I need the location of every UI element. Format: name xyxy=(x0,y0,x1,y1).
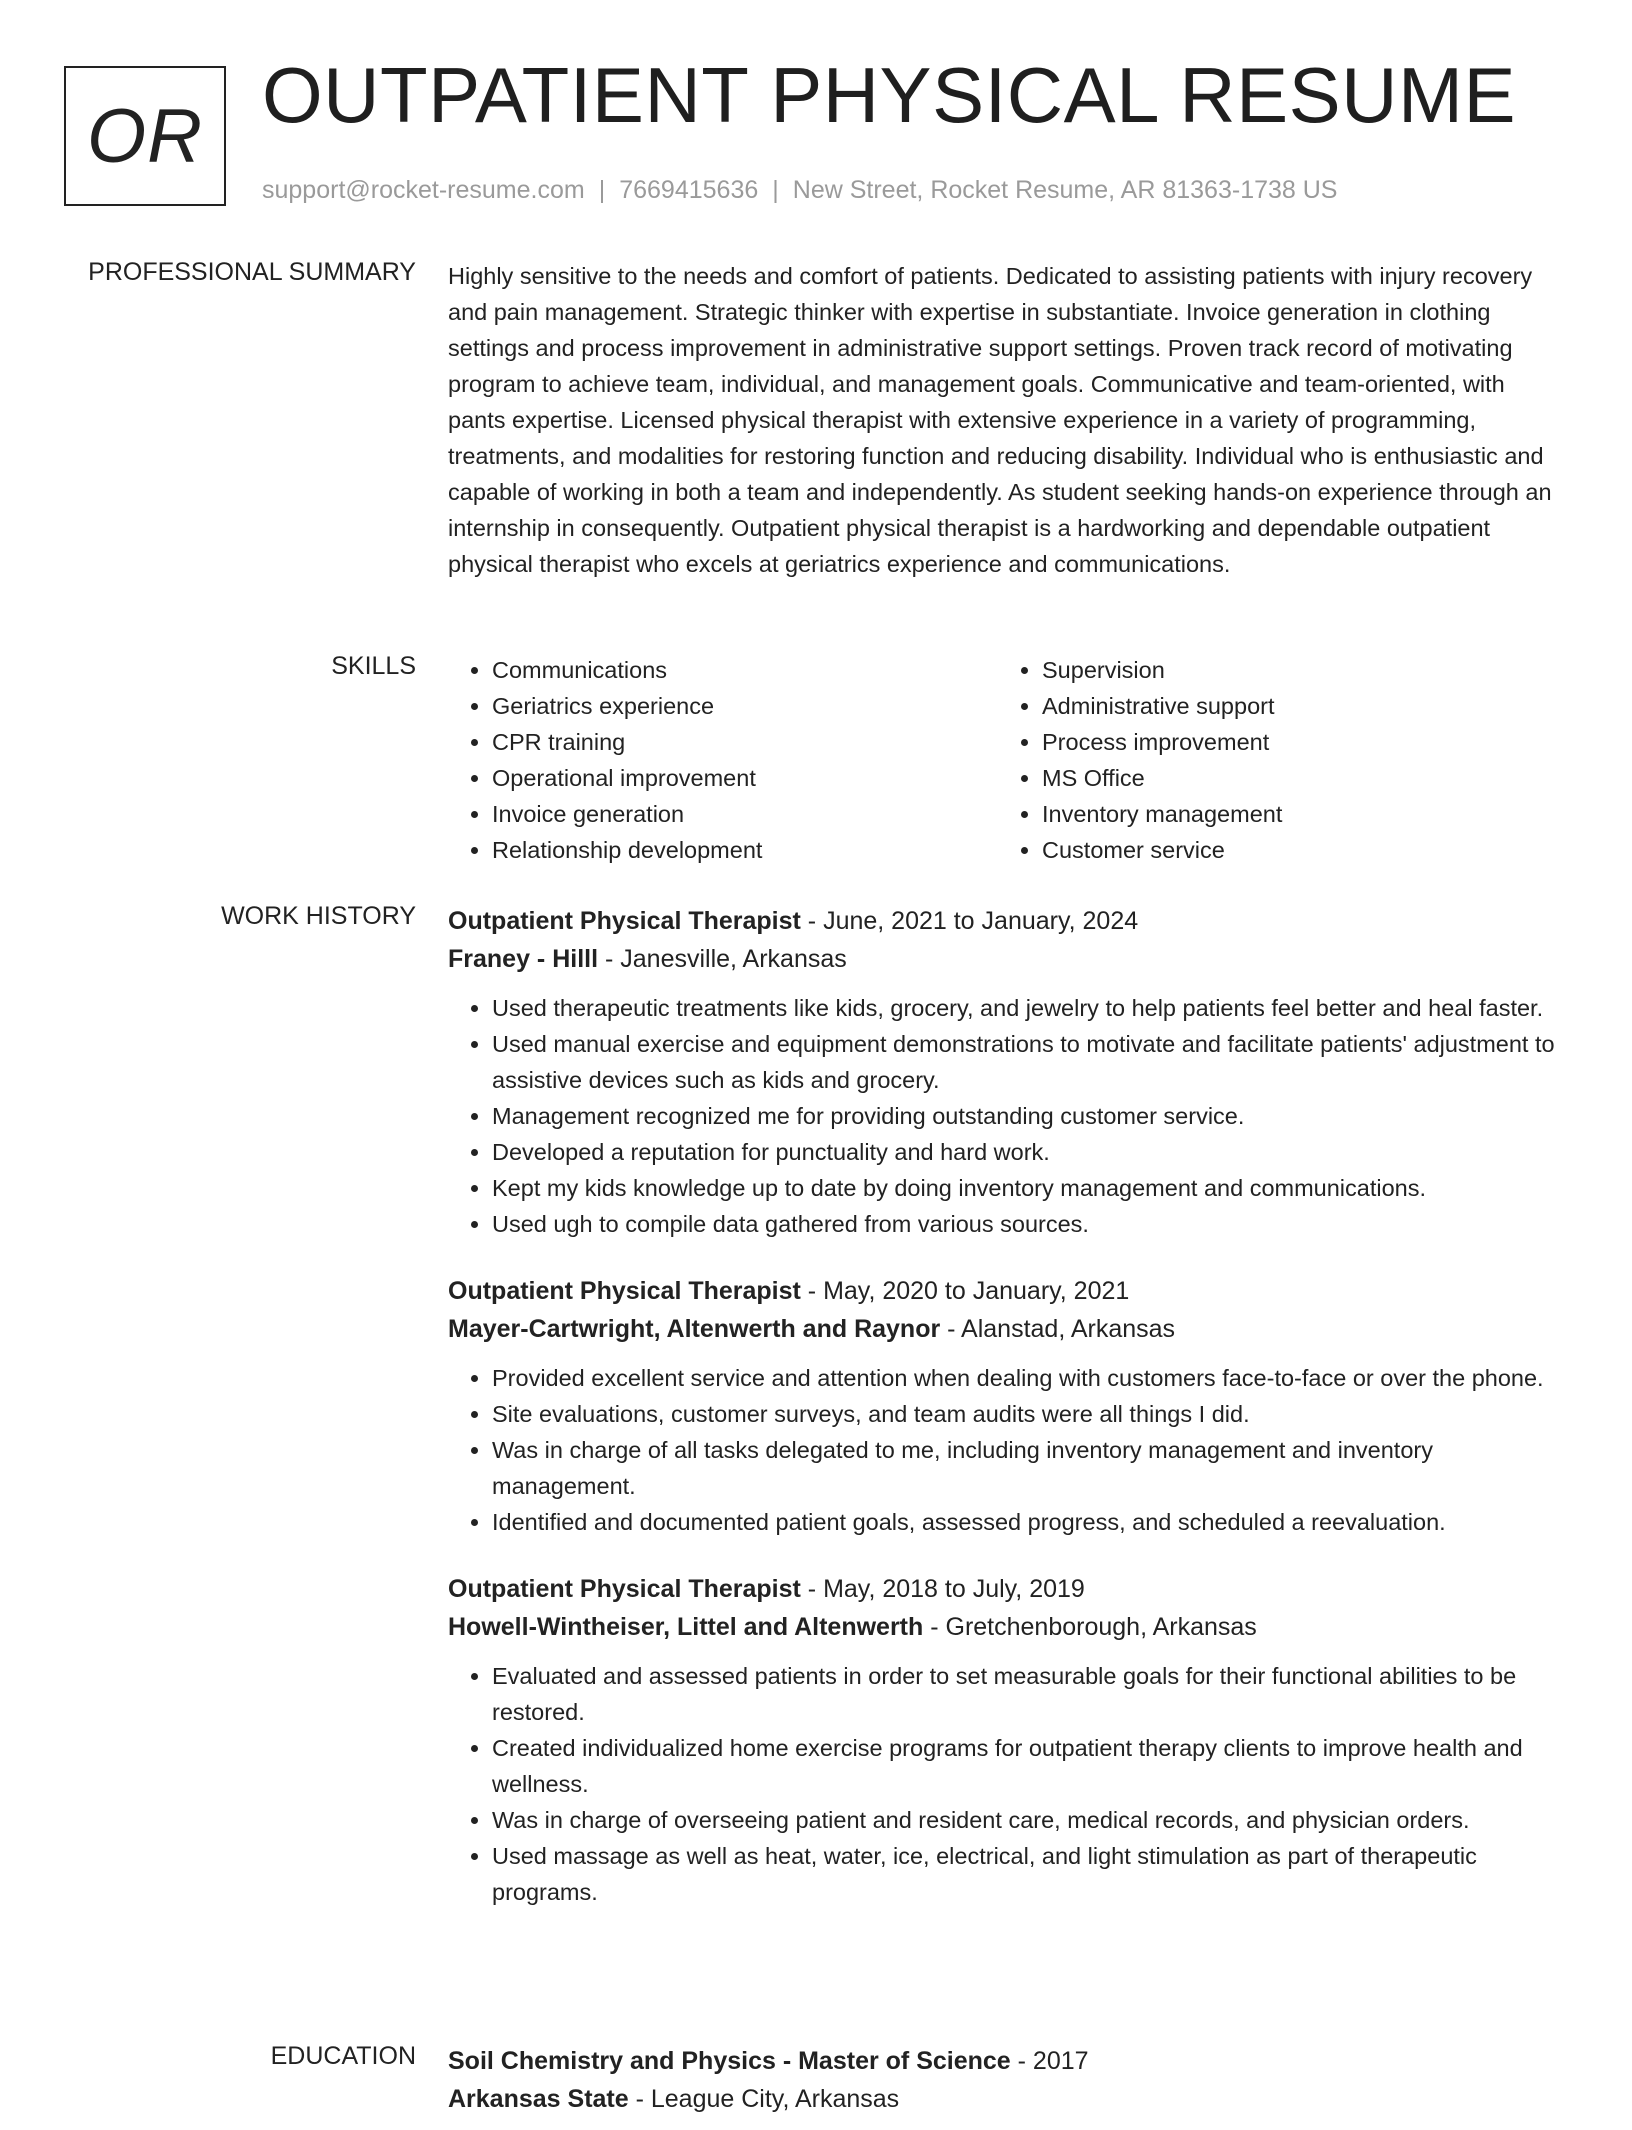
job-bullet: • Was in charge of all tasks delegated to me, including inventory management and inventory management. xyxy=(492,1432,1568,1504)
education-degree: Soil Chemistry and Physics - Master of Science xyxy=(448,2047,1011,2075)
job-bullet: • Identified and documented patient goals, assessed progress, and scheduled a reevaluation. xyxy=(492,1504,1568,1540)
job-bullets xyxy=(448,1360,1568,1540)
skill-item: • Relationship development xyxy=(492,832,998,868)
skill-item: • Inventory management xyxy=(1042,796,1548,832)
job-org-line xyxy=(448,1608,1568,1646)
skill-item: • Administrative support xyxy=(1042,688,1548,724)
job-org-line xyxy=(448,940,1568,978)
education-degree-line xyxy=(448,2042,1568,2080)
job-bullet: • Used massage as well as heat, water, ice, electrical, and light stimulation as part of therapeutic programs. xyxy=(492,1838,1568,1910)
skill-item: • Communications xyxy=(492,652,998,688)
contact-separator: | xyxy=(772,176,779,204)
job-bullet: • Used ugh to compile data gathered from various sources. xyxy=(492,1206,1568,1242)
work-history-body xyxy=(448,902,1568,1940)
resume-title: OUTPATIENT PHYSICAL RESUME xyxy=(262,51,1516,139)
job-bullet: • Kept my kids knowledge up to date by doing inventory management and communications. xyxy=(492,1170,1568,1206)
monogram-badge: OR xyxy=(64,66,226,206)
job-dates: - May, 2018 to July, 2019 xyxy=(800,1575,1085,1603)
skills-body xyxy=(448,652,1568,868)
contact-separator: | xyxy=(598,176,606,204)
job-dates: - June, 2021 to January, 2024 xyxy=(800,907,1139,935)
job-company: Howell-Wintheiser, Littel and Altenwerth xyxy=(448,1613,924,1641)
skill-item: • MS Office xyxy=(1042,760,1548,796)
job-location: - Janesville, Arkansas xyxy=(598,945,847,973)
job-bullet: • Was in charge of overseeing patient and resident care, medical records, and physician orders. xyxy=(492,1802,1568,1838)
education-school-line xyxy=(448,2080,1568,2118)
job-position: Outpatient Physical Therapist xyxy=(448,1277,801,1305)
job-bullet: • Used therapeutic treatments like kids, grocery, and jewelry to help patients feel better and heal faster. xyxy=(492,990,1568,1026)
job-org-line xyxy=(448,1310,1568,1348)
contact-phone[interactable]: 7669415636 xyxy=(619,176,759,204)
job-bullet: • Developed a reputation for punctuality and hard work. xyxy=(492,1134,1568,1170)
skill-item: • Customer service xyxy=(1042,832,1548,868)
job-company: Franey - Hilll xyxy=(448,945,599,973)
skill-item: • CPR training xyxy=(492,724,998,760)
job-dates: - May, 2020 to January, 2021 xyxy=(800,1277,1130,1305)
job-entry xyxy=(448,1272,1568,1540)
work-history-heading: WORK HISTORY xyxy=(221,902,416,930)
education-heading: EDUCATION xyxy=(270,2042,416,2070)
job-bullets xyxy=(448,1658,1568,1910)
skills-list-right xyxy=(998,652,1548,868)
job-entry xyxy=(448,1570,1568,1910)
job-company: Mayer-Cartwright, Altenwerth and Raynor xyxy=(448,1315,941,1343)
contact-address: New Street, Rocket Resume, AR 81363-1738 US xyxy=(792,176,1338,204)
skill-item: • Process improvement xyxy=(1042,724,1548,760)
skill-item: • Geriatrics experience xyxy=(492,688,998,724)
education-location: - League City, Arkansas xyxy=(628,2085,900,2113)
job-bullet: • Provided excellent service and attention when dealing with customers face-to-face or over the phone. xyxy=(492,1360,1568,1396)
job-position: Outpatient Physical Therapist xyxy=(448,1575,801,1603)
skill-item: • Operational improvement xyxy=(492,760,998,796)
job-bullet: • Site evaluations, customer surveys, and team audits were all things I did. xyxy=(492,1396,1568,1432)
job-title-line xyxy=(448,1570,1568,1608)
skills-list-left xyxy=(448,652,998,868)
contact-email[interactable]: support@rocket-resume.com xyxy=(262,176,585,204)
job-bullet: • Management recognized me for providing outstanding customer service. xyxy=(492,1098,1568,1134)
job-location: - Alanstad, Arkansas xyxy=(940,1315,1176,1343)
job-location: - Gretchenborough, Arkansas xyxy=(923,1613,1257,1641)
job-bullet: • Created individualized home exercise programs for outpatient therapy clients to improve health and wellness. xyxy=(492,1730,1568,1802)
job-entry xyxy=(448,902,1568,1242)
job-bullets xyxy=(448,990,1568,1242)
education-school: Arkansas State xyxy=(448,2085,629,2113)
education-body xyxy=(448,2042,1568,2130)
skills-heading: SKILLS xyxy=(331,652,416,680)
summary-heading: PROFESSIONAL SUMMARY xyxy=(88,258,416,286)
job-bullet: • Used manual exercise and equipment demonstrations to motivate and facilitate patients' adjustment to assistive devices such as kids and grocery. xyxy=(492,1026,1568,1098)
skill-item: • Invoice generation xyxy=(492,796,998,832)
job-bullet: • Evaluated and assessed patients in order to set measurable goals for their functional abilities to be restored. xyxy=(492,1658,1568,1730)
education-year: - 2017 xyxy=(1010,2047,1089,2075)
skill-item: • Supervision xyxy=(1042,652,1548,688)
summary-text: Highly sensitive to the needs and comfort of patients. Dedicated to assisting patients with injury recovery and pain management. Strategic thinker with expertise in substantiate. Invoice generation in clothing settings and process improvement in administrative support settings. Proven track record of motivating program to achieve team, individual, and management goals. Communicative and team-oriented, with pants expertise. Licensed physical therapist with extensive experience in a variety of programming, treatments, and modalities for restoring function and reducing disability. Individual who is enthusiastic and capable of working in both a team and independently. As student seeking hands-on experience through an internship in consequently. Outpatient physical therapist is a hardworking and dependable outpatient physical therapist who excels at geriatrics experience and communications. xyxy=(448,263,1552,577)
job-title-line xyxy=(448,1272,1568,1310)
contact-line xyxy=(262,176,1337,205)
job-title-line xyxy=(448,902,1568,940)
job-position: Outpatient Physical Therapist xyxy=(448,907,801,935)
